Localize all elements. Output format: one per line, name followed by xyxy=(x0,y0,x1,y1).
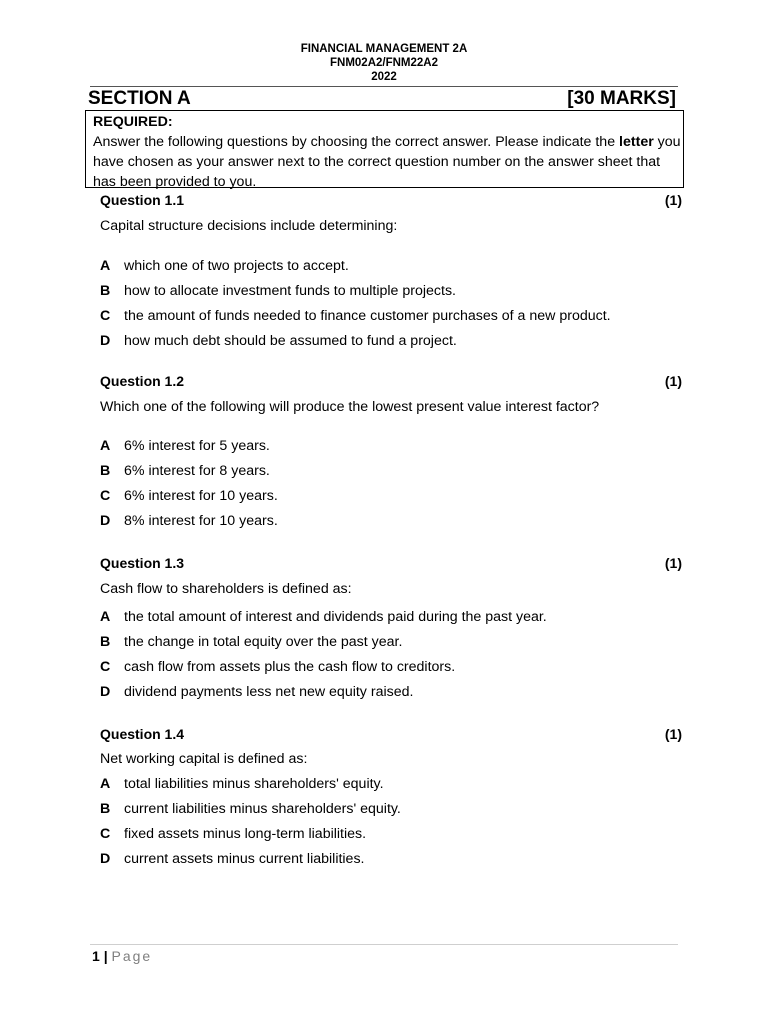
option-b xyxy=(100,462,682,480)
document-header xyxy=(0,42,768,84)
option-text: how much debt should be assumed to fund a project. xyxy=(124,333,457,349)
option-c xyxy=(100,825,682,843)
option-text: cash flow from assets plus the cash flow to creditors. xyxy=(124,659,456,675)
option-text: 6% interest for 8 years. xyxy=(124,463,270,479)
option-text: how to allocate investment funds to multiple projects. xyxy=(124,283,456,299)
option-d xyxy=(100,683,682,701)
option-d xyxy=(100,512,682,530)
question-1-2 xyxy=(100,372,682,537)
option-text: current liabilities minus shareholders' equity. xyxy=(124,801,401,817)
question-1-3 xyxy=(100,554,682,708)
option-a xyxy=(100,257,682,275)
option-text: 6% interest for 5 years. xyxy=(124,438,270,454)
question-title: Question 1.1 xyxy=(100,192,185,208)
option-letter: B xyxy=(100,463,111,479)
instructions-label: REQUIRED: xyxy=(93,114,173,130)
option-text: the change in total equity over the past year. xyxy=(124,634,403,650)
header-divider xyxy=(90,86,678,87)
option-text: dividend payments less net new equity raised. xyxy=(124,684,414,700)
option-c xyxy=(100,307,682,325)
option-letter: B xyxy=(100,283,111,299)
course-title: FINANCIAL MANAGEMENT 2A xyxy=(300,43,468,55)
option-letter: A xyxy=(100,776,111,792)
option-letter: B xyxy=(100,634,111,650)
option-text: total liabilities minus shareholders' equity. xyxy=(124,776,384,792)
option-c xyxy=(100,658,682,676)
question-header xyxy=(100,725,682,743)
instructions-text-before: Answer the following questions by choosing the correct answer. Please indicate the xyxy=(93,134,620,150)
option-c xyxy=(100,487,682,505)
option-text: which one of two projects to accept. xyxy=(124,258,349,274)
instructions-text xyxy=(93,132,683,192)
option-letter: C xyxy=(100,826,111,842)
option-letter: D xyxy=(100,851,111,867)
option-text: fixed assets minus long-term liabilities. xyxy=(124,826,367,842)
option-text: the total amount of interest and dividends paid during the past year. xyxy=(124,609,547,625)
question-text: Which one of the following will produce the lowest present value interest factor? xyxy=(100,399,600,415)
option-d xyxy=(100,850,682,868)
option-letter: A xyxy=(100,609,111,625)
option-d xyxy=(100,332,682,350)
instructions-box xyxy=(85,110,684,188)
option-letter: C xyxy=(100,488,111,504)
option-letter: D xyxy=(100,513,111,529)
question-title: Question 1.2 xyxy=(100,373,185,389)
course-year: 2022 xyxy=(371,71,397,83)
option-text: the amount of funds needed to finance customer purchases of a new product. xyxy=(124,308,611,324)
option-b xyxy=(100,633,682,651)
question-1-4 xyxy=(100,725,682,875)
page-separator: | xyxy=(103,948,108,964)
option-letter: C xyxy=(100,659,111,675)
section-title: SECTION A xyxy=(88,88,191,109)
option-text: 8% interest for 10 years. xyxy=(124,513,278,529)
question-header xyxy=(100,191,682,209)
option-letter: D xyxy=(100,684,111,700)
question-marks: (1) xyxy=(664,373,682,389)
question-marks: (1) xyxy=(664,192,682,208)
question-header xyxy=(100,554,682,572)
question-title: Question 1.3 xyxy=(100,555,185,571)
question-marks: (1) xyxy=(664,726,682,742)
course-code: FNM02A2/FNM22A2 xyxy=(330,57,438,69)
option-letter: C xyxy=(100,308,111,324)
option-a xyxy=(100,437,682,455)
option-letter: A xyxy=(100,438,111,454)
footer-divider xyxy=(90,944,678,945)
option-a xyxy=(100,608,682,626)
question-header xyxy=(100,372,682,390)
section-marks: [30 MARKS] xyxy=(567,88,676,109)
option-letter: D xyxy=(100,333,111,349)
option-b xyxy=(100,282,682,300)
instructions-text-after: you have chosen as your answer next to the correct question number on the answer sheet that has been provided to you. xyxy=(93,134,681,190)
instructions-bold-word: letter xyxy=(619,134,654,150)
question-title: Question 1.4 xyxy=(100,726,185,742)
section-heading xyxy=(88,88,676,110)
option-text: current assets minus current liabilities. xyxy=(124,851,365,867)
question-marks: (1) xyxy=(664,555,682,571)
option-text: 6% interest for 10 years. xyxy=(124,488,278,504)
question-1-1 xyxy=(100,191,682,357)
page-label: Page xyxy=(111,948,153,964)
option-letter: A xyxy=(100,258,111,274)
option-b xyxy=(100,800,682,818)
option-a xyxy=(100,775,682,793)
question-text: Net working capital is defined as: xyxy=(100,751,308,767)
question-text: Cash flow to shareholders is defined as: xyxy=(100,581,352,597)
option-letter: B xyxy=(100,801,111,817)
page-footer xyxy=(92,947,152,965)
page-number: 1 xyxy=(92,948,100,964)
question-text: Capital structure decisions include determining: xyxy=(100,218,398,234)
